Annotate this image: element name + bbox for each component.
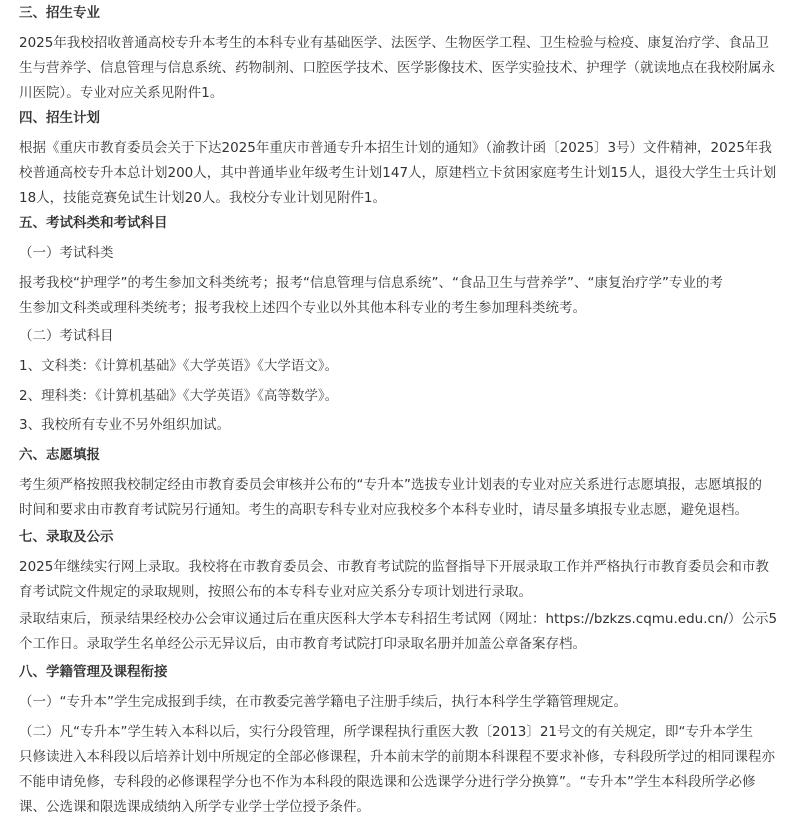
text-line: （二）凡“专升本”学生转入本科以后，实行分段管理，所学课程执行重医大教〔2013〕21号文的有关规定，即“专升本学生 xyxy=(19,724,754,740)
paragraph-publicity xyxy=(19,607,778,657)
subheading-exam-category: （一）考试科类 xyxy=(19,245,114,261)
subheading-exam-subjects: （二）考试科目 xyxy=(19,328,114,344)
text-line: 个工作日。录取学生名单经公示无异议后，由市教育考试院打印录取名册并加盖公章备案存档。 xyxy=(19,636,586,652)
text-line: 2025年我校招收普通高校专升本考生的本科专业有基础医学、法医学、生物医学工程、卫生检验与检疫、康复治疗学、食品卫 xyxy=(19,35,769,51)
list-item-arts: 1、文科类：《计算机基础》《大学英语》《大学语文》。 xyxy=(19,358,339,374)
section-heading-8: 八、学籍管理及课程衔接 xyxy=(19,664,168,680)
paragraph-course-rules xyxy=(19,720,778,820)
text-line: 时间和要求由市教育考试院另行通知。考生的高职专科专业对应我校多个本科专业时，请尽量多填报专业志愿，避免退档。 xyxy=(19,502,748,518)
section-heading-4: 四、招生计划 xyxy=(19,110,100,126)
text-line: 育考试院文件规定的录取规则，按照公布的本专科专业对应关系分专项计划进行录取。 xyxy=(19,584,532,600)
text-line: 考生须严格按照我校制定经由市教育委员会审核并公布的“专升本”选拔专业计划表的专业对应关系进行志愿填报，志愿填报的 xyxy=(19,477,762,493)
text-line: 不能申请免修，专科段的必修课程学分也不作为本科段的限选课和公选课学分进行学分换算”。“专升本”学生本科段所学必修 xyxy=(19,774,756,790)
text-line: 课、公选课和限选课成绩纳入所学专业学士学位授予条件。 xyxy=(19,799,370,815)
paragraph-application xyxy=(19,473,778,523)
text-line: 生与营养学、信息管理与信息系统、药物制剂、口腔医学技术、医学影像技术、医学实验技术、护理学（就读地点在我校附属永 xyxy=(19,60,775,76)
section-heading-3: 三、招生专业 xyxy=(19,5,100,21)
list-item-science: 2、理科类：《计算机基础》《大学英语》《高等数学》。 xyxy=(19,388,339,404)
paragraph-exam-category xyxy=(19,271,778,321)
section-heading-6: 六、志愿填报 xyxy=(19,447,100,463)
text-line: 2025年继续实行网上录取。我校将在市教育委员会、市教育考试院的监督指导下开展录取工作并严格执行市教育委员会和市教 xyxy=(19,559,769,575)
text-line: 川医院）。专业对应关系见附件1。 xyxy=(19,85,224,101)
text-line: 录取结束后，预录结果经校办公会审议通过后在重庆医科大学本专科招生考试网（网址：https://bzkzs.cqmu.edu.cn/）公示5 xyxy=(19,611,778,627)
text-line: 根据《重庆市教育委员会关于下达2025年重庆市普通专升本招生计划的通知》（渝教计函〔2025〕3号）文件精神，2025年我 xyxy=(19,140,772,156)
paragraph-admission xyxy=(19,555,778,605)
text-line: 报考我校“护理学”的考生参加文科类统考；报考“信息管理与信息系统”、“食品卫生与营养学”、“康复治疗学”专业的考 xyxy=(19,275,723,291)
section-heading-7: 七、录取及公示 xyxy=(19,529,114,545)
paragraph-registration: （一）“专升本”学生完成报到手续，在市教委完善学籍电子注册手续后，执行本科学生学籍管理规定。 xyxy=(19,694,627,710)
list-item-no-extra-test: 3、我校所有专业不另外组织加试。 xyxy=(19,417,231,433)
section-heading-5: 五、考试科类和考试科目 xyxy=(19,215,168,231)
paragraph-majors xyxy=(19,31,778,106)
paragraph-plan xyxy=(19,136,778,211)
text-line: 生参加文科类或理科类统考；报考我校上述四个专业以外其他本科专业的考生参加理科类统考。 xyxy=(19,300,586,316)
text-line: 只修读进入本科段以后培养计划中所规定的全部必修课程，升本前末学的前期本科课程不要求补修，专科段所学过的相同课程亦 xyxy=(19,749,775,765)
text-line: 18人，技能竞赛免试生计划20人。我校分专业计划见附件1。 xyxy=(19,190,386,206)
text-line: 校普通高校专升本总计划200人，其中普通毕业年级考生计划147人，原建档立卡贫困家庭考生计划15人，退役大学生士兵计划 xyxy=(19,165,777,181)
